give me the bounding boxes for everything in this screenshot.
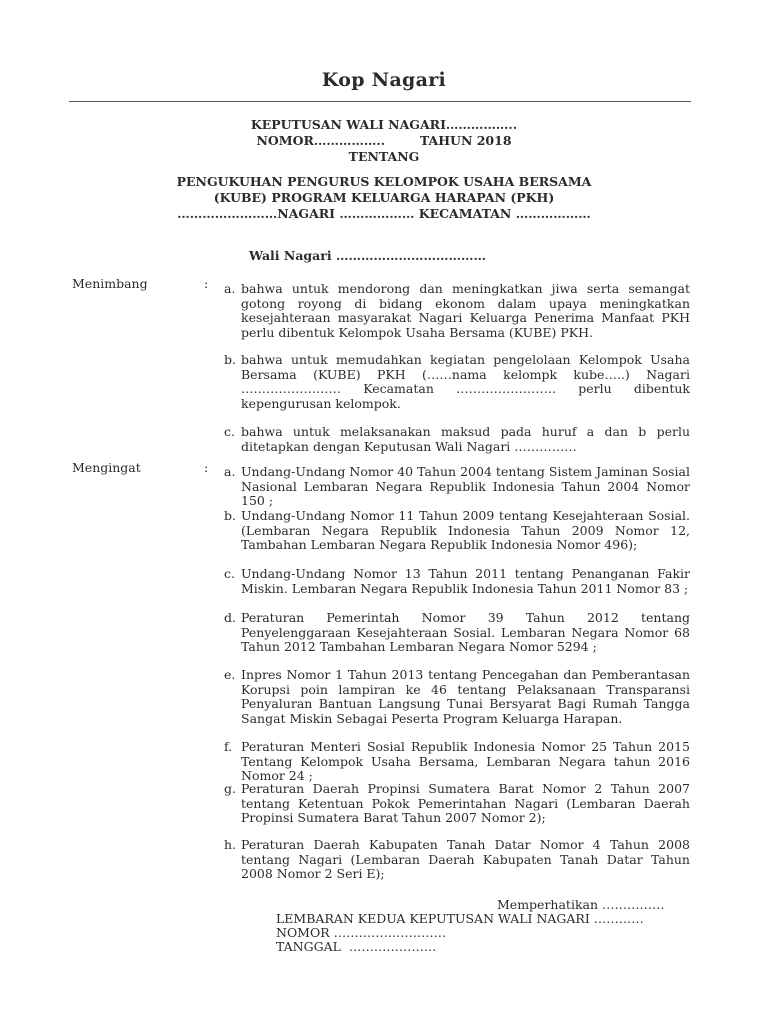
decree-title: KEPUTUSAN WALI NAGARI……………..	[250, 117, 518, 132]
item-marker: b.	[224, 508, 236, 523]
mengingat-item-g	[224, 782, 690, 842]
mengingat-item-f	[224, 740, 690, 784]
item-marker: b.	[224, 352, 236, 367]
menimbang-item-b	[224, 353, 690, 427]
item-marker: f.	[224, 739, 233, 754]
item-text: Undang-Undang Nomor 13 Tahun 2011 tentang Penanganan Fakir Miskin. Lembaran Negara Republik Indonesia Tahun 2011 Nomor 83 ;	[241, 566, 690, 596]
item-marker: e.	[224, 667, 236, 682]
wali-nagari-line: Wali Nagari ………………………………	[249, 248, 486, 263]
decree-about: TENTANG	[348, 149, 420, 164]
mengingat-item-h	[224, 838, 690, 882]
item-text: Peraturan Daerah Kabupaten Tanah Datar Nomor 4 Tahun 2008 tentang Nagari (Lembaran Daerah Kabupaten Tanah Datar Tahun 2008 Nomor 2 Seri E);	[241, 837, 690, 882]
item-text: Peraturan Pemerintah Nomor 39 Tahun 2012 tentang Penyelenggaraan Kesejahteraan Sosial. Lembaran Negara Nomor 68 Tahun 2012 Tambahan Lembaran Negara Nomor 5294 ;	[241, 610, 690, 655]
menimbang-item-c	[224, 425, 690, 455]
item-text: Undang-Undang Nomor 11 Tahun 2009 tentang Kesejahteraan Sosial. (Lembaran Negara Republik Indonesia Tahun 2009 Nomor 12, Tambahan Lembaran Negara Republik Indonesia Nomor 496);	[241, 508, 690, 553]
mengingat-item-a	[224, 465, 690, 509]
item-marker: a.	[224, 281, 236, 296]
letterhead-divider	[69, 101, 691, 102]
mengingat-item-e	[224, 668, 690, 742]
decree-subject-line-2: (KUBE) PROGRAM KELUARGA HARAPAN (PKH)	[213, 190, 555, 205]
lembaran-kedua-line: LEMBARAN KEDUA KEPUTUSAN WALI NAGARI …………	[276, 911, 644, 926]
mengingat-colon: :	[204, 460, 209, 475]
item-text: bahwa untuk mendorong dan meningkatkan jiwa serta semangat gotong royong di bidang ekonom dalam upaya meningkatkan kesejahteraan masyarakat Nagari Keluarga Penerima Manfaat PKH perlu dibentuk Kelompok Usaha Bersama (KUBE) PKH.	[241, 281, 690, 340]
menimbang-label: Menimbang	[72, 276, 148, 291]
footer-tanggal-line: TANGGAL …………………	[276, 939, 437, 954]
footer-nomor-line: NOMOR ………………………	[276, 925, 447, 940]
mengingat-label: Mengingat	[72, 460, 141, 475]
item-text: Undang-Undang Nomor 40 Tahun 2004 tentang Sistem Jaminan Sosial Nasional Lembaran Negara Republik Indonesia Tahun 2004 Nomor 150 ;	[241, 464, 690, 509]
item-marker: d.	[224, 610, 236, 625]
item-marker: h.	[224, 837, 237, 852]
item-marker: g.	[224, 781, 236, 796]
item-text: bahwa untuk melaksanakan maksud pada huruf a dan b perlu ditetapkan dengan Keputusan Wali Nagari ……………	[241, 424, 690, 454]
item-marker: c.	[224, 424, 235, 439]
decree-subject-line-1: PENGUKUHAN PENGURUS KELOMPOK USAHA BERSAMA	[176, 174, 592, 189]
item-marker: c.	[224, 566, 235, 581]
item-text: Peraturan Menteri Sosial Republik Indonesia Nomor 25 Tahun 2015 Tentang Kelompok Usaha Bersama, Lembaran Negara tahun 2016 Nomor 24 ;	[241, 739, 690, 784]
mengingat-item-d	[224, 611, 690, 671]
item-marker: a.	[224, 464, 236, 479]
item-text: Peraturan Daerah Propinsi Sumatera Barat Nomor 2 Tahun 2007 tentang Ketentuan Pokok Pemerintahan Nagari (Lembaran Daerah Propinsi Sumatera Barat Tahun 2007 Nomor 2);	[241, 781, 690, 826]
menimbang-item-a	[224, 282, 690, 356]
memperhatikan-line: Memperhatikan ……………	[497, 897, 665, 912]
decree-number: NOMOR…………….. TAHUN 2018	[256, 133, 512, 148]
menimbang-colon: :	[204, 276, 209, 291]
item-text: Inpres Nomor 1 Tahun 2013 tentang Pencegahan dan Pemberantasan Korupsi poin lampiran ke 46 tentang Pelaksanaan Transparansi Penyaluran Bantuan Langsung Tunai Bersyarat Bagi Rumah Tangga Sangat Miskin Sebagai Peserta Program Keluarga Harapan.	[241, 667, 690, 726]
letterhead-title: Kop Nagari	[321, 69, 447, 91]
decree-subject-line-3: ……………………NAGARI ……………… KECAMATAN ………………	[177, 206, 591, 221]
item-text: bahwa untuk memudahkan kegiatan pengelolaan Kelompok Usaha Bersama (KUBE) PKH (……nama kelompk kube…..) Nagari …………………… Kecamatan …………………… perlu dibentuk kepengurusan kelompok.	[241, 352, 690, 411]
mengingat-item-b	[224, 509, 690, 569]
mengingat-item-c	[224, 567, 690, 611]
